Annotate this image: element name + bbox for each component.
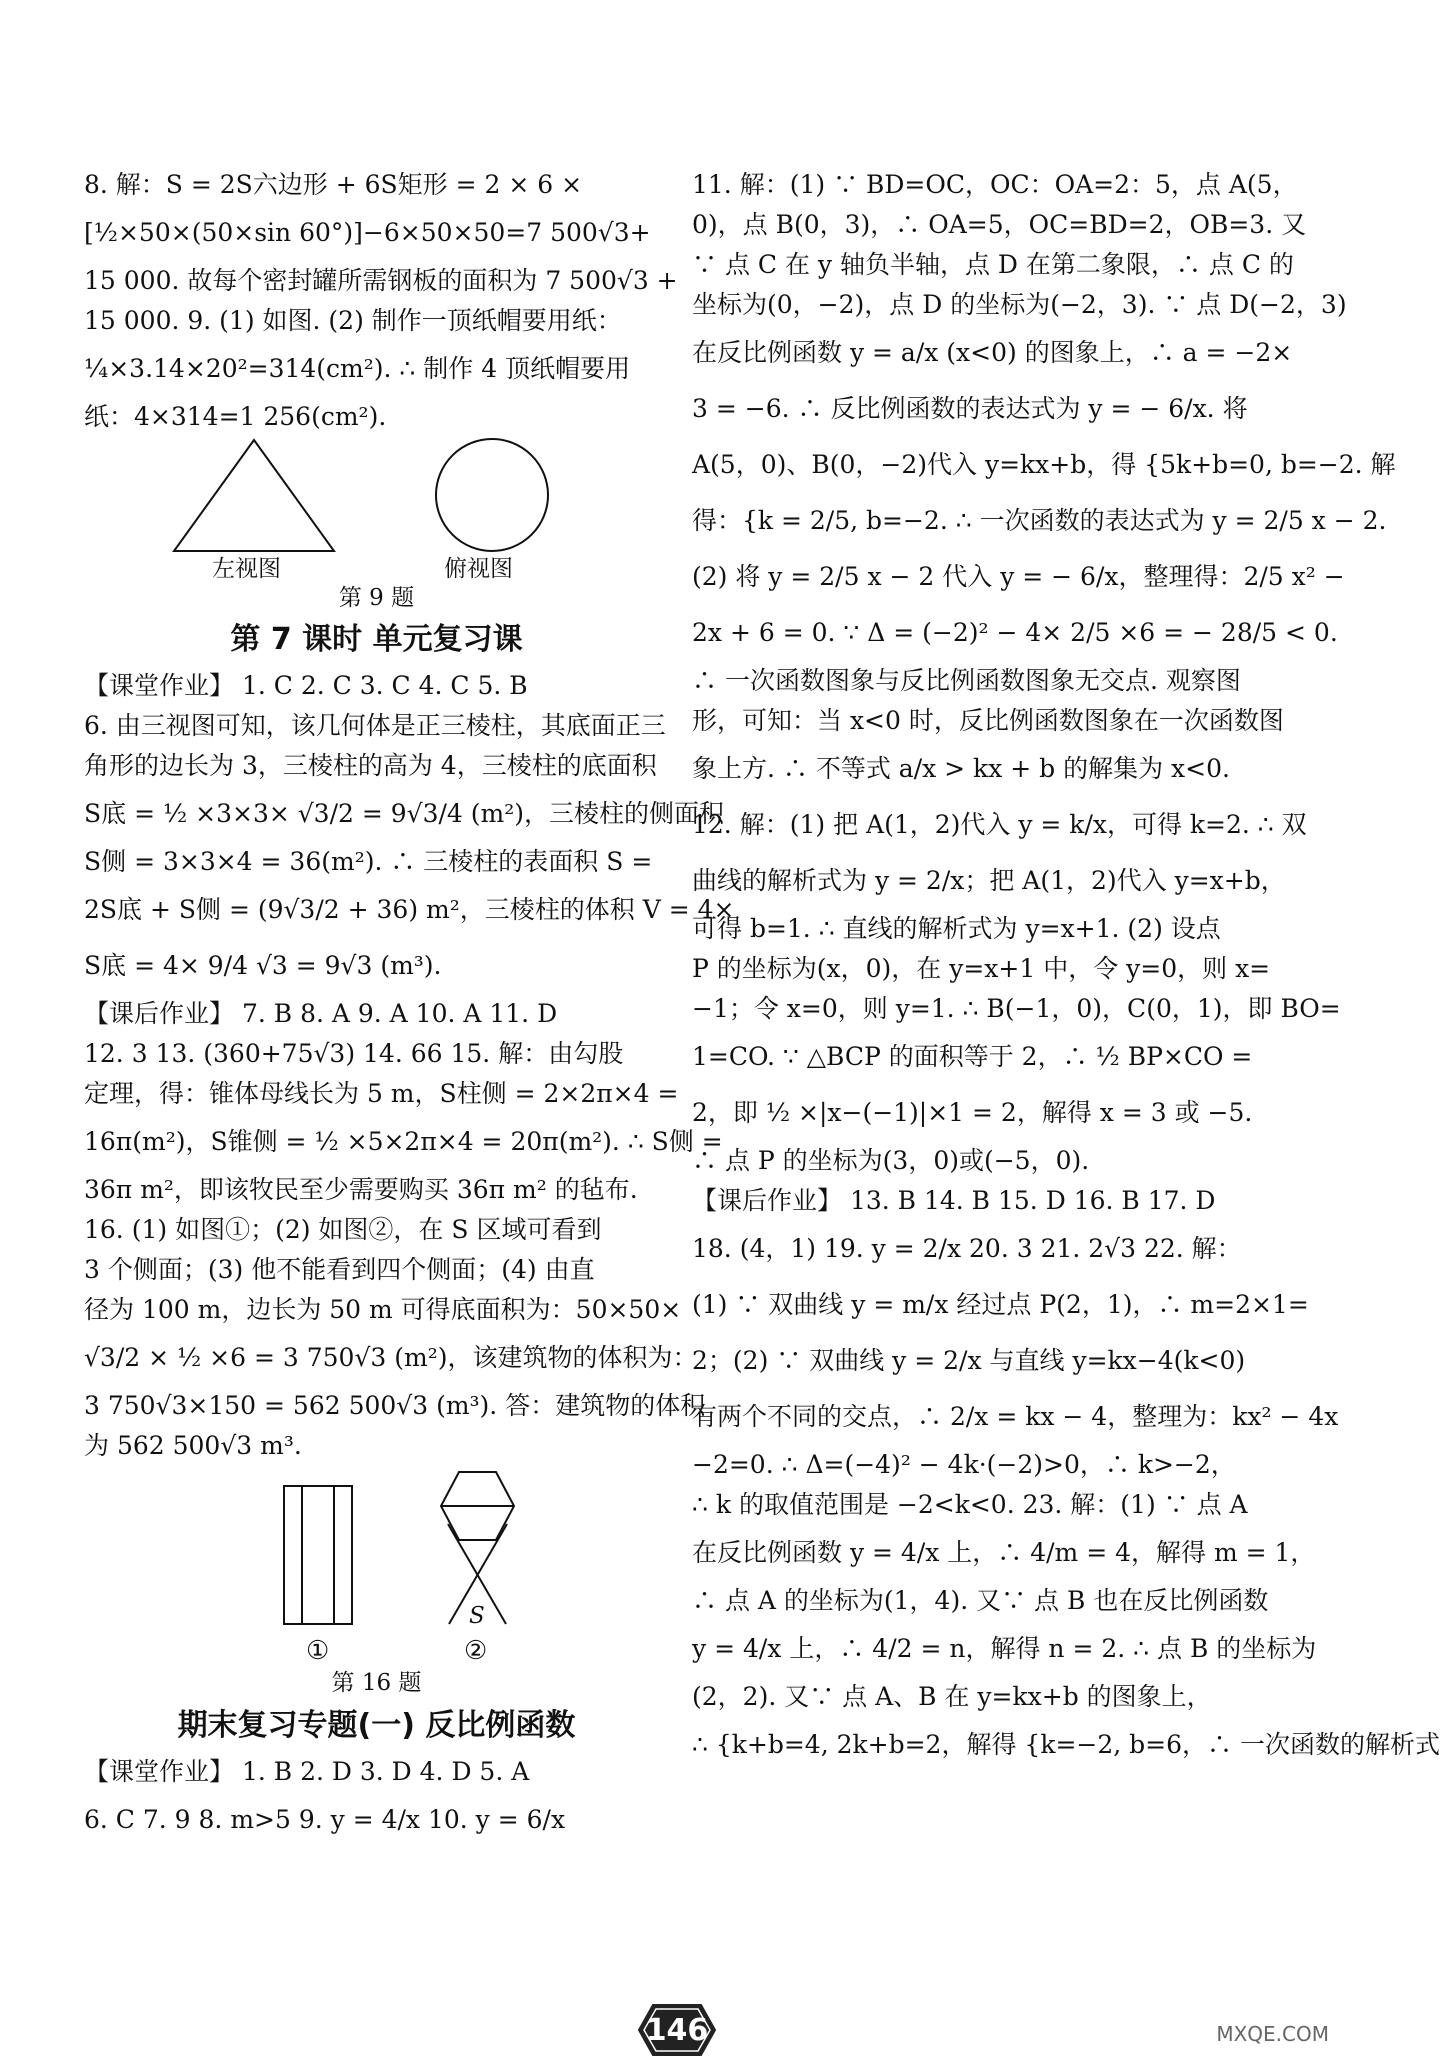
section-heading-lesson-7: 第 7 课时 单元复习课: [230, 622, 523, 657]
text-line: ∴ 点 P 的坐标为(3，0)或(−5，0).: [692, 1146, 1090, 1175]
text-line: P 的坐标为(x，0)，在 y=x+1 中，令 y=0，则 x=: [692, 954, 1271, 983]
text-line: 1=CO. ∵ △BCP 的面积等于 2，∴ ½ BP×CO =: [692, 1042, 1253, 1071]
circle-top-view: [436, 439, 548, 551]
figure-16-drawing: [84, 1466, 669, 1666]
text-line: 0)，点 B(0，3)，∴ OA=5，OC=BD=2，OB=3. 又: [692, 210, 1307, 239]
figure-label-2: ②: [464, 1636, 488, 1666]
text-line: 6. C 7. 9 8. m>5 9. y = 4/x 10. y = 6/x: [84, 1805, 566, 1834]
figure-9: [84, 437, 669, 582]
text-line: 曲线的解析式为 y = 2/x；把 A(1，2)代入 y=x+b，: [692, 866, 1286, 895]
right-column: [692, 165, 1440, 1773]
text-line: 形，可知：当 x<0 时，反比例函数图象在一次函数图: [692, 706, 1284, 735]
text-line: 径为 100 m，边长为 50 m 可得底面积为：50×50×: [84, 1295, 682, 1324]
text-line: 11. 解：(1) ∵ BD=OC，OC：OA=2：5，点 A(5，: [692, 170, 1298, 199]
figure-label-left-view: 左视图: [212, 556, 281, 582]
figure-label-top-view: 俯视图: [444, 556, 513, 582]
section-heading-final-review: 期末复习专题(一) 反比例函数: [177, 1708, 576, 1743]
text-line: 在反比例函数 y = a/x (x<0) 的图象上，∴ a = −2×: [692, 338, 1293, 367]
text-line: 为 562 500√3 m³.: [84, 1431, 302, 1460]
text-line: 3 750√3×150 = 562 500√3 (m³). 答：建筑物的体积: [84, 1391, 706, 1420]
text-line: 3 个侧面；(3) 他不能看到四个侧面；(4) 由直: [84, 1255, 595, 1284]
text-line: 3 = −6. ∴ 反比例函数的表达式为 y = − 6/x. 将: [692, 394, 1248, 423]
text-line: ∴ k 的取值范围是 −2<k<0. 23. 解：(1) ∵ 点 A: [692, 1490, 1248, 1519]
prism-front-view: [284, 1486, 352, 1624]
text-line: 12. 解：(1) 把 A(1，2)代入 y = k/x，可得 k=2. ∴ 双: [692, 810, 1307, 839]
text-line: (2，2). 又∵ 点 A、B 在 y=kx+b 的图象上，: [692, 1682, 1212, 1711]
text-line: 2；(2) ∵ 双曲线 y = 2/x 与直线 y=kx−4(k<0): [692, 1346, 1246, 1375]
text-line: 16π(m²)，S锥侧 = ½ ×5×2π×4 = 20π(m²). ∴ S侧 =: [84, 1127, 723, 1156]
text-line: −2=0. ∴ Δ=(−4)² − 4k·(−2)>0，∴ k>−2，: [692, 1450, 1236, 1479]
text-line: 【课堂作业】 1. B 2. D 3. D 4. D 5. A: [84, 1757, 530, 1786]
text-line: (1) ∵ 双曲线 y = m/x 经过点 P(2，1)，∴ m=2×1=: [692, 1290, 1309, 1319]
figure-label-s: S: [469, 1603, 485, 1629]
text-line: [½×50×(50×sin 60°)]−6×50×50=7 500√3+: [84, 218, 651, 247]
watermark: MXQE.COM: [1216, 2022, 1329, 2046]
text-line: S底 = 4× 9/4 √3 = 9√3 (m³).: [84, 951, 442, 980]
text-line: ∴ 点 A 的坐标为(1，4). 又∵ 点 B 也在反比例函数: [692, 1586, 1269, 1615]
figure-16: [84, 1466, 669, 1666]
text-line: 可得 b=1. ∴ 直线的解析式为 y=x+1. (2) 设点: [692, 914, 1221, 943]
page-number-badge: [637, 2003, 717, 2057]
text-line: 2x + 6 = 0. ∵ Δ = (−2)² − 4× 2/5 ×6 = − 28/5 < 0.: [692, 618, 1338, 647]
triangle-left-view: [174, 440, 334, 551]
text-line: 16. (1) 如图①；(2) 如图②，在 S 区域可看到: [84, 1215, 602, 1244]
text-line: 角形的边长为 3，三棱柱的高为 4，三棱柱的底面积: [84, 751, 657, 780]
text-line: 15 000. 故每个密封罐所需钢板的面积为 7 500√3 +: [84, 266, 678, 295]
text-line: S侧 = 3×3×4 = 36(m²). ∴ 三棱柱的表面积 S =: [84, 847, 653, 876]
text-line: 18. (4，1) 19. y = 2/x 20. 3 21. 2√3 22. 解：: [692, 1234, 1242, 1263]
text-line: A(5，0)、B(0，−2)代入 y=kx+b，得 {5k+b=0, b=−2. 解: [692, 450, 1396, 479]
text-line: 定理，得：锥体母线长为 5 m，S柱侧 = 2×2π×4 =: [84, 1079, 679, 1108]
text-line: y = 4/x 上，∴ 4/2 = n，解得 n = 2. ∴ 点 B 的坐标为: [692, 1634, 1317, 1663]
text-line: ¼×3.14×20²=314(cm²). ∴ 制作 4 顶纸帽要用: [84, 354, 631, 383]
text-line: 2，即 ½ ×|x−(−1)|×1 = 2，解得 x = 3 或 −5.: [692, 1098, 1253, 1127]
text-line: (2) 将 y = 2/5 x − 2 代入 y = − 6/x，整理得：2/5 x² −: [692, 562, 1345, 591]
text-line: −1；令 x=0，则 y=1. ∴ B(−1，0)，C(0，1)，即 BO=: [692, 994, 1341, 1023]
text-line: 有两个不同的交点，∴ 2/x = kx − 4，整理为：kx² − 4x: [692, 1402, 1339, 1431]
text-line: ∴ 一次函数图象与反比例函数图象无交点. 观察图: [692, 666, 1241, 695]
left-column: [84, 165, 735, 1848]
text-line: 【课后作业】 13. B 14. B 15. D 16. B 17. D: [692, 1186, 1216, 1215]
figure-label-1: ①: [306, 1636, 330, 1666]
text-line: 6. 由三视图可知，该几何体是正三棱柱，其底面正三: [84, 711, 666, 740]
text-line: 坐标为(0，−2)，点 D 的坐标为(−2，3). ∵ 点 D(−2，3): [692, 290, 1347, 319]
text-line: S底 = ½ ×3×3× √3/2 = 9√3/4 (m²)，三棱柱的侧面积: [84, 799, 725, 828]
text-line: 2S底 + S侧 = (9√3/2 + 36) m²，三棱柱的体积 V = 4×: [84, 895, 735, 924]
text-line: 得：{k = 2/5, b=−2. ∴ 一次函数的表达式为 y = 2/5 x − 2.: [692, 506, 1387, 535]
page-number: 146: [645, 2013, 709, 2048]
text-line: 36π m²，即该牧民至少需要购买 36π m² 的毡布.: [84, 1175, 638, 1204]
text-line: 15 000. 9. (1) 如图. (2) 制作一顶纸帽要用纸：: [84, 306, 622, 335]
figure-9-caption: 第 9 题: [338, 585, 415, 611]
text-line: 8. 解：S = 2S六边形 + 6S矩形 = 2 × 6 ×: [84, 170, 583, 199]
text-line: 纸：4×314=1 256(cm²).: [84, 402, 387, 431]
figure-9-drawing: [84, 437, 669, 555]
text-line: 象上方. ∴ 不等式 a/x > kx + b 的解集为 x<0.: [692, 754, 1230, 783]
text-line: 【课堂作业】 1. C 2. C 3. C 4. C 5. B: [84, 671, 528, 700]
text-line: ∵ 点 C 在 y 轴负半轴，点 D 在第二象限，∴ 点 C 的: [692, 250, 1294, 279]
figure-16-caption: 第 16 题: [331, 1670, 422, 1696]
text-line: ∴ {k+b=4, 2k+b=2，解得 {k=−2, b=6，∴ 一次函数的解析式: [692, 1730, 1440, 1759]
text-line: √3/2 × ½ ×6 = 3 750√3 (m²)，该建筑物的体积为：: [84, 1343, 698, 1372]
text-line: 12. 3 13. (360+75√3) 14. 66 15. 解：由勾股: [84, 1039, 624, 1068]
text-line: 在反比例函数 y = 4/x 上，∴ 4/m = 4，解得 m = 1，: [692, 1538, 1316, 1567]
text-line: 【课后作业】 7. B 8. A 9. A 10. A 11. D: [84, 999, 558, 1028]
